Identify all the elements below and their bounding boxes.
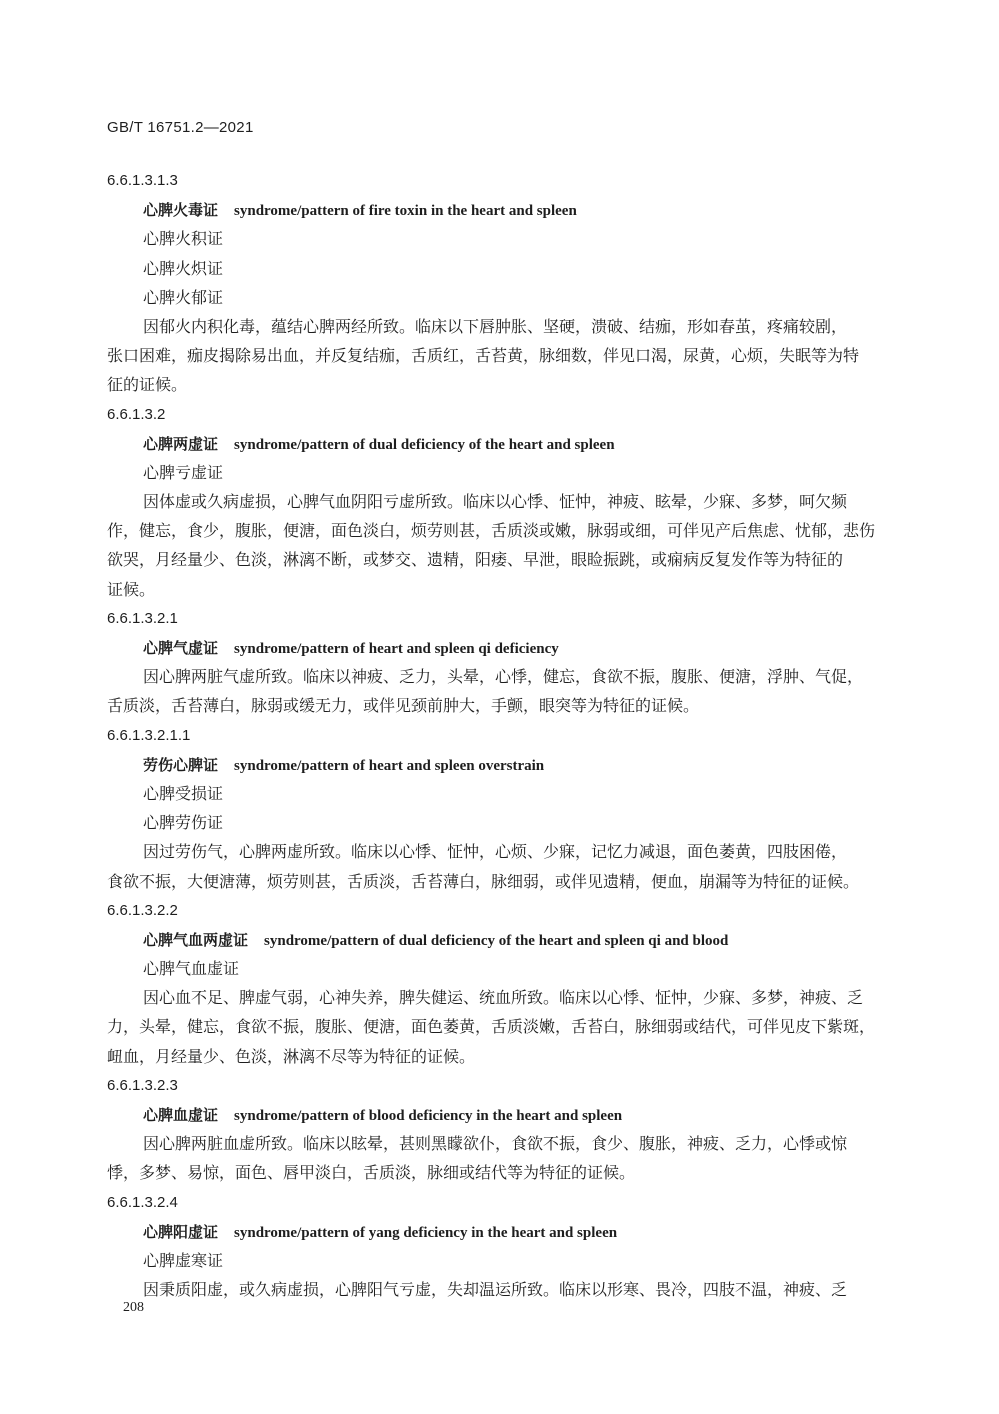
term-chinese: 劳伤心脾证 (143, 755, 219, 774)
section-entry (107, 896, 887, 1071)
definition-line: 因秉质阳虚，或久病虚损，心脾阳气亏虚，失却温运所致。临床以形寒、畏冷，四肢不温，神疲、乏 (143, 1280, 848, 1300)
definition-line: 证候。 (107, 579, 156, 599)
term-chinese: 心脾气血两虚证 (143, 930, 249, 949)
term-english: syndrome/pattern of fire toxin in the heart and spleen (234, 203, 577, 220)
section-entry (107, 166, 887, 400)
term-chinese: 心脾火毒证 (143, 201, 219, 220)
section-entry (107, 400, 887, 604)
definition-line: 衄血，月经量少、色淡，淋漓不尽等为特征的证候。 (107, 1046, 476, 1066)
term-line (143, 429, 887, 458)
term-line (143, 1217, 887, 1246)
section-number: 6.6.1.3.2 (107, 405, 166, 423)
section-entry (107, 1188, 887, 1305)
definition-line: 因郁火内积化毒，蕴结心脾两经所致。临床以下唇肿胀、坚硬，溃破、结痂，形如春茧，疼痛较剧， (143, 316, 848, 336)
definition-line: 作，健忘，食少，腹胀，便溏，面色淡白，烦劳则甚，舌质淡或嫩，脉弱或细，可伴见产后焦虑、忧郁，悲伤 (107, 521, 876, 541)
alias-term: 心脾火郁证 (143, 287, 224, 307)
term-english: syndrome/pattern of blood deficiency in the heart and spleen (234, 1108, 623, 1124)
term-line (143, 195, 887, 224)
term-english: syndrome/pattern of heart and spleen overstrain (234, 757, 545, 774)
term-chinese: 心脾血虚证 (143, 1106, 219, 1124)
page-number: 208 (123, 1300, 144, 1315)
section-entry (107, 1071, 887, 1188)
definition-line: 力，头晕，健忘，食欲不振，腹胀、便溏，面色萎黄，舌质淡嫩，舌苔白，脉细弱或结代，可伴见皮下紫斑， (107, 1017, 876, 1037)
term-chinese: 心脾气虚证 (143, 639, 219, 657)
definition-line: 征的证候。 (107, 375, 188, 395)
definition-line: 因心脾两脏血虚所致。临床以眩晕，甚则黑矇欲仆，食欲不振，食少、腹胀，神疲、乏力，心悸或惊 (143, 1134, 848, 1154)
alias-term: 心脾亏虚证 (143, 462, 224, 482)
section-entry (107, 604, 887, 721)
definition-line: 因心脾两脏气虚所致。临床以神疲、乏力，头晕，心悸，健忘，食欲不振，腹胀、便溏，浮肿、气促， (143, 667, 864, 687)
document-body (107, 166, 887, 1304)
term-line (143, 1100, 887, 1129)
term-line (143, 925, 887, 954)
section-number: 6.6.1.3.2.1.1 (107, 726, 191, 744)
definition-line: 张口困难，痂皮揭除易出血，并反复结痂，舌质红，舌苔黄，脉细数，伴见口渴，尿黄，心烦，失眠等为特 (107, 346, 860, 366)
term-english: syndrome/pattern of dual deficiency of the heart and spleen (234, 436, 615, 453)
term-english: syndrome/pattern of yang deficiency in the heart and spleen (234, 1224, 618, 1241)
term-chinese: 心脾阳虚证 (143, 1222, 219, 1241)
alias-term: 心脾火炽证 (143, 258, 224, 278)
section-number: 6.6.1.3.1.3 (107, 172, 178, 189)
definition-line: 欲哭，月经量少、色淡，淋漓不断，或梦交、遗精，阳痿、早泄，眼睑振跳，或痫病反复发作等为特征的 (107, 550, 844, 570)
section-number: 6.6.1.3.2.4 (107, 1193, 178, 1211)
alias-term: 心脾气血虚证 (143, 959, 240, 979)
section-entry (107, 721, 887, 896)
section-number: 6.6.1.3.2.1 (107, 609, 178, 627)
definition-line: 悸，多梦、易惊，面色、唇甲淡白，舌质淡，脉细或结代等为特征的证候。 (107, 1163, 636, 1183)
term-line (143, 633, 887, 662)
term-chinese: 心脾两虚证 (143, 434, 219, 453)
definition-line: 因体虚或久病虚损，心脾气血阴阳亏虚所致。临床以心悸、怔忡，神疲、眩晕，少寐、多梦，呵欠频 (143, 492, 848, 512)
section-number: 6.6.1.3.2.2 (107, 901, 178, 919)
alias-term: 心脾虚寒证 (143, 1250, 224, 1270)
standard-code-header: GB/T 16751.2—2021 (107, 119, 254, 136)
alias-term: 心脾火积证 (143, 229, 224, 249)
definition-line: 食欲不振，大便溏薄，烦劳则甚，舌质淡，舌苔薄白，脉细弱，或伴见遗精，便血，崩漏等为特征的证候。 (107, 871, 860, 891)
definition-line: 舌质淡，舌苔薄白，脉弱或缓无力，或伴见颈前肿大，手颤，眼突等为特征的证候。 (107, 696, 700, 716)
definition-line: 因心血不足、脾虚气弱，心神失养，脾失健运、统血所致。临床以心悸、怔忡，少寐、多梦，神疲、乏 (143, 988, 864, 1008)
definition-line: 因过劳伤气，心脾两虚所致。临床以心悸、怔忡，心烦、少寐，记忆力减退，面色萎黄，四肢困倦， (143, 842, 848, 862)
section-number: 6.6.1.3.2.3 (107, 1076, 178, 1094)
term-english: syndrome/pattern of heart and spleen qi deficiency (234, 641, 559, 657)
alias-term: 心脾劳伤证 (143, 813, 224, 833)
term-line (143, 750, 887, 779)
alias-term: 心脾受损证 (143, 783, 224, 803)
term-english: syndrome/pattern of dual deficiency of the heart and spleen qi and blood (264, 932, 729, 949)
